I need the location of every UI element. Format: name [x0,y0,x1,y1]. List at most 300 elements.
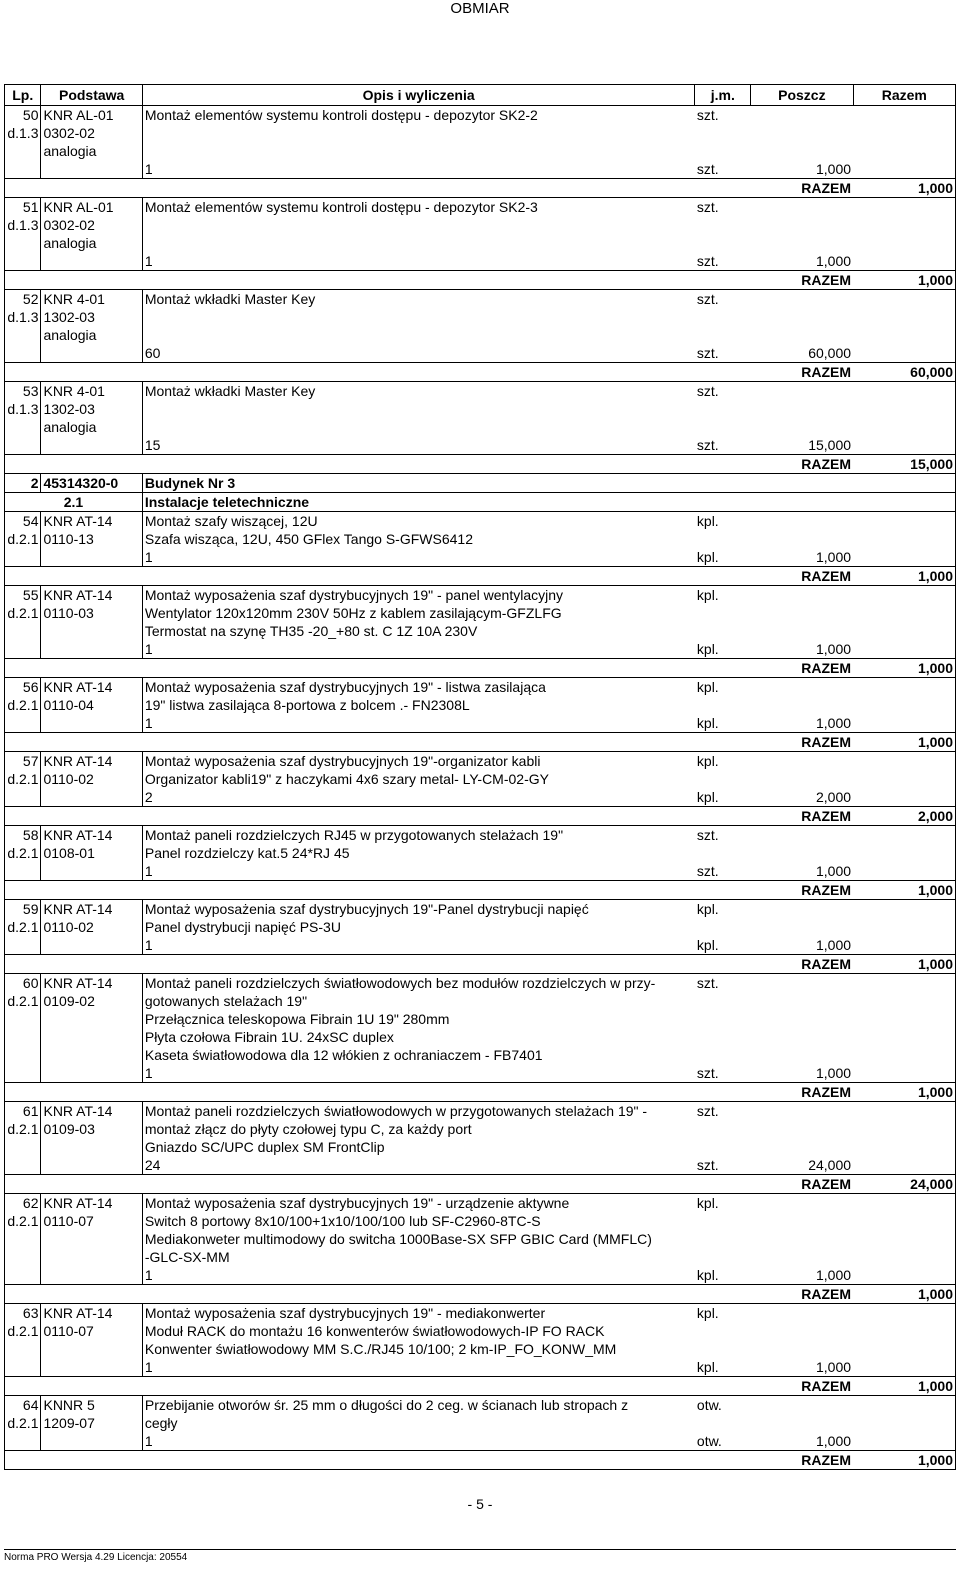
calc-jm: kpl. [696,937,719,953]
item-jm [695,326,751,344]
item-razem-pad [853,586,955,605]
calc-expression: 1 [144,161,153,177]
item-razem-pad [853,1304,955,1323]
item-jm: szt. [695,1102,751,1121]
calc-poszcz: 24,000 [808,1157,852,1173]
calc-jm: kpl. [696,1267,719,1283]
item-opis: Montaż wyposażenia szaf dystrybucyjnych 19" - panel wentylacyjny [142,586,695,605]
table-row [5,752,956,771]
sum-label: RAZEM [751,1285,853,1304]
item-poszcz-pad [751,1010,853,1028]
item-razem-pad [853,1396,955,1415]
item-poszcz-pad [751,512,853,531]
item-podstawa: 0110-02 [41,918,142,936]
header-jm: j.m. [695,85,751,106]
item-podstawa-pad [41,640,142,659]
item-jm [695,604,751,622]
item-razem-pad [853,918,955,936]
item-lp: 57 [5,752,41,771]
sum-value: 1,000 [853,1377,955,1396]
calc-poszcz: 1,000 [816,1433,852,1449]
table-row [5,198,956,217]
item-lp-ref: d.2.1 [5,770,41,788]
sum-blank [5,1285,751,1304]
item-jm: szt. [695,290,751,309]
item-podstawa-pad [41,936,142,955]
item-jm [695,308,751,326]
calc-expression: 1 [144,715,153,731]
table-row [5,678,956,697]
item-lp-pad [5,714,41,733]
sum-label: RAZEM [751,1175,853,1194]
sum-row [5,179,956,198]
item-poszcz-pad [751,826,853,845]
calc-poszcz: 1,000 [816,641,852,657]
item-poszcz-pad [751,1120,853,1138]
sum-row [5,363,956,382]
section-name: Budynek Nr 3 [142,474,955,493]
item-jm: kpl. [695,678,751,697]
calc-row [5,1358,956,1377]
sum-value: 1,000 [853,271,955,290]
item-opis [142,326,695,344]
item-opis: Montaż wyposażenia szaf dystrybucyjnych 19"-Panel dystrybucji napięć [142,900,695,919]
item-lp-ref: d.2.1 [5,604,41,622]
item-lp-ref: d.1.3 [5,124,41,142]
sum-value: 60,000 [853,363,955,382]
item-jm [695,1046,751,1064]
sum-value: 1,000 [853,179,955,198]
sum-blank [5,567,751,586]
item-podstawa: 0110-02 [41,770,142,788]
sum-label: RAZEM [751,1451,853,1470]
calc-expression: 1 [144,1267,153,1283]
item-razem-pad [853,1138,955,1156]
item-razem-pad [853,622,955,640]
item-lp-ref: d.2.1 [5,844,41,862]
table-row [5,400,956,418]
item-podstawa-pad [41,1432,142,1451]
item-jm [695,124,751,142]
item-razem-pad [853,400,955,418]
sum-row [5,1083,956,1102]
calc-jm: szt. [696,863,719,879]
item-jm [695,1138,751,1156]
item-lp-pad [5,252,41,271]
calc-razem-pad [853,548,955,567]
header-podstawa: Podstawa [41,85,142,106]
item-lp-ref: d.2.1 [5,1414,41,1432]
calc-poszcz: 1,000 [816,253,852,269]
calc-expression: 1 [144,1359,153,1375]
calc-expression: 2 [144,789,153,805]
table-row [5,512,956,531]
item-poszcz-pad [751,1396,853,1415]
item-razem-pad [853,418,955,436]
table-row [5,826,956,845]
sum-label: RAZEM [751,567,853,586]
calc-expression: 1 [144,549,153,565]
calc-poszcz: 1,000 [816,1065,852,1081]
item-lp-pad [5,1156,41,1175]
calc-row [5,788,956,807]
item-razem-pad [853,604,955,622]
item-lp-pad [5,1010,41,1028]
table-row [5,1102,956,1121]
item-lp-pad [5,936,41,955]
item-poszcz-pad [751,678,853,697]
item-podstawa: 0302-02 [41,124,142,142]
item-jm: kpl. [695,1304,751,1323]
sum-blank [5,363,751,382]
calc-poszcz: 1,000 [816,161,852,177]
item-poszcz-pad [751,900,853,919]
calc-razem-pad [853,1266,955,1285]
item-poszcz-pad [751,1138,853,1156]
item-opis: Switch 8 portowy 8x10/100+1x10/100/100 lub SF-C2960-8TC-S [144,1213,541,1229]
table-row [5,216,956,234]
item-jm [695,992,751,1010]
calc-row [5,1156,956,1175]
item-lp: 54 [5,512,41,531]
item-podstawa: analogia [41,418,142,436]
header-lp: Lp. [5,85,41,106]
sum-value: 1,000 [853,1083,955,1102]
subsection-name: Instalacje teletechniczne [142,493,955,512]
table-row [5,1046,956,1064]
item-podstawa-pad [41,862,142,881]
item-jm: szt. [695,198,751,217]
item-opis [142,418,695,436]
item-razem-pad [853,198,955,217]
calc-expression: 1 [144,253,153,269]
item-opis: Wentylator 120x120mm 230V 50Hz z kablem zasilającym-GFZLFG [144,605,562,621]
item-poszcz-pad [751,326,853,344]
section-number: 2 [5,474,41,493]
item-opis: Montaż szafy wiszącej, 12U [142,512,695,531]
item-lp: 59 [5,900,41,919]
sum-value: 1,000 [853,1285,955,1304]
calc-row [5,1266,956,1285]
calc-poszcz: 60,000 [808,345,852,361]
sum-value: 1,000 [853,881,955,900]
item-opis: Montaż paneli rozdzielczych RJ45 w przygotowanych stelażach 19" [142,826,695,845]
calc-razem-pad [853,436,955,455]
sum-row [5,955,956,974]
item-jm [695,1340,751,1358]
calc-razem-pad [853,714,955,733]
item-razem-pad [853,844,955,862]
table-body-group-1 [5,106,956,474]
sum-row [5,659,956,678]
sum-blank [5,1451,751,1470]
item-poszcz-pad [751,1212,853,1230]
item-jm: szt. [695,106,751,125]
item-podstawa [41,1340,142,1358]
item-opis: Moduł RACK do montażu 16 konwenterów światłowodowych-IP FO RACK [144,1323,605,1339]
sum-blank [5,807,751,826]
table-row [5,900,956,919]
item-podstawa-pad [41,160,142,179]
calc-jm: otw. [696,1433,722,1449]
item-razem-pad [853,1340,955,1358]
item-poszcz-pad [751,400,853,418]
table-row [5,106,956,125]
header-poszcz: Poszcz [751,85,853,106]
table-row [5,308,956,326]
item-opis: gotowanych stelażach 19" [144,993,308,1009]
calc-razem-pad [853,640,955,659]
item-opis: Płyta czołowa Fibrain 1U. 24xSC duplex [144,1029,394,1045]
item-opis: montaż złącz do płyty czołowej typu C, za każdy port [144,1121,472,1137]
item-razem-pad [853,1322,955,1340]
calc-poszcz: 1,000 [816,715,852,731]
item-razem-pad [853,308,955,326]
item-jm: szt. [695,826,751,845]
item-razem-pad [853,124,955,142]
sum-value: 1,000 [853,733,955,752]
calc-jm: szt. [696,253,719,269]
item-lp-pad [5,1358,41,1377]
item-jm [695,622,751,640]
item-jm [695,1230,751,1248]
item-podstawa-pad [41,436,142,455]
sum-value: 15,000 [853,455,955,474]
item-poszcz-pad [751,1046,853,1064]
item-poszcz-pad [751,1028,853,1046]
item-jm [695,1028,751,1046]
item-jm [695,1010,751,1028]
item-lp: 61 [5,1102,41,1121]
sum-label: RAZEM [751,363,853,382]
item-razem-pad [853,234,955,252]
calc-row [5,252,956,271]
item-poszcz-pad [751,752,853,771]
calc-jm: kpl. [696,1359,719,1375]
section-rows [5,474,956,512]
item-lp-ref: d.2.1 [5,696,41,714]
calc-jm: kpl. [696,789,719,805]
item-jm [695,770,751,788]
table-row [5,974,956,993]
item-lp-ref: d.1.3 [5,308,41,326]
item-podstawa: KNR AL-01 [41,198,142,217]
calc-expression: 60 [144,345,161,361]
sum-label: RAZEM [751,955,853,974]
item-lp-pad [5,1266,41,1285]
calc-jm: szt. [696,161,719,177]
item-podstawa: KNR AT-14 [41,974,142,993]
sum-blank [5,455,751,474]
item-opis: Przełącznica teleskopowa Fibrain 1U 19" 280mm [144,1011,450,1027]
item-lp: 51 [5,198,41,217]
item-podstawa-pad [41,788,142,807]
item-razem-pad [853,326,955,344]
item-jm [695,1322,751,1340]
item-jm: kpl. [695,586,751,605]
table-row [5,530,956,548]
calc-row [5,160,956,179]
table-row [5,586,956,605]
item-opis: Mediakonweter multimodowy do switcha 1000Base-SX SFP GBIC Card (MMFLC) [144,1231,652,1247]
calc-expression: 1 [144,1065,153,1081]
item-podstawa: 0109-02 [41,992,142,1010]
item-podstawa: 0108-01 [41,844,142,862]
item-opis: Szafa wisząca, 12U, 450 GFlex Tango S-GFWS6412 [144,531,473,547]
item-jm [695,216,751,234]
item-opis: 19" listwa zasilająca 8-portowa z bolcem .- FN2308L [144,697,470,713]
page-title: OBMIAR [450,0,510,17]
item-podstawa: KNR AT-14 [41,1304,142,1323]
table-row [5,234,956,252]
item-razem-pad [853,1102,955,1121]
item-lp-ref: d.2.1 [5,918,41,936]
item-lp-ref: d.1.3 [5,216,41,234]
table-row [5,1194,956,1213]
calc-row [5,936,956,955]
calc-razem-pad [853,252,955,271]
item-lp-ref: d.2.1 [5,1212,41,1230]
item-opis: Montaż wkładki Master Key [142,290,695,309]
item-podstawa-pad [41,1064,142,1083]
item-razem-pad [853,1194,955,1213]
item-poszcz-pad [751,142,853,160]
table-row [5,844,956,862]
item-lp: 53 [5,382,41,401]
item-poszcz-pad [751,234,853,252]
item-opis: Organizator kabli19" z haczykami 4x6 szary metal- LY-CM-02-GY [144,771,549,787]
item-poszcz-pad [751,530,853,548]
item-podstawa-pad [41,1156,142,1175]
sum-blank [5,1175,751,1194]
sum-row [5,1451,956,1470]
item-poszcz-pad [751,1230,853,1248]
item-razem-pad [853,1010,955,1028]
sum-blank [5,179,751,198]
item-poszcz-pad [751,604,853,622]
item-razem-pad [853,1414,955,1432]
item-razem-pad [853,512,955,531]
item-lp-pad [5,640,41,659]
sum-label: RAZEM [751,271,853,290]
section-code: 45314320-0 [41,474,142,493]
item-razem-pad [853,974,955,993]
item-lp: 64 [5,1396,41,1415]
item-jm [695,142,751,160]
item-lp-pad [5,1248,41,1266]
item-podstawa: analogia [41,234,142,252]
item-podstawa [41,1230,142,1248]
item-podstawa: 1302-03 [41,308,142,326]
sum-blank [5,733,751,752]
item-razem-pad [853,1248,955,1266]
item-jm: kpl. [695,752,751,771]
calc-jm: szt. [696,1065,719,1081]
table-row [5,418,956,436]
item-podstawa [41,1138,142,1156]
item-podstawa: KNR 4-01 [41,290,142,309]
item-lp-pad [5,326,41,344]
calc-razem-pad [853,862,955,881]
table-row [5,696,956,714]
item-jm [695,530,751,548]
item-jm [695,400,751,418]
sum-label: RAZEM [751,807,853,826]
item-poszcz-pad [751,974,853,993]
calc-expression: 15 [144,437,161,453]
item-jm: kpl. [695,900,751,919]
item-opis: cegły [144,1415,178,1431]
item-podstawa: 0110-13 [41,530,142,548]
item-podstawa [41,1028,142,1046]
calc-jm: szt. [696,1157,719,1173]
item-opis: Kaseta światłowodowa dla 12 włókien z ochraniaczem - FB7401 [144,1047,543,1063]
item-podstawa: KNR AT-14 [41,900,142,919]
table-row [5,290,956,309]
sum-row [5,807,956,826]
sum-row [5,455,956,474]
table-row [5,1230,956,1248]
item-opis: Montaż paneli rozdzielczych światłowodowych w przygotowanych stelażach 19" - [142,1102,695,1121]
sum-row [5,1175,956,1194]
calc-row [5,1432,956,1451]
item-podstawa: 1209-07 [41,1414,142,1432]
calc-expression: 24 [144,1157,161,1173]
item-lp-ref: d.1.3 [5,400,41,418]
item-razem-pad [853,770,955,788]
item-opis [142,124,695,142]
item-opis: Montaż elementów systemu kontroli dostępu - depozytor SK2-3 [142,198,695,217]
item-opis: Montaż wyposażenia szaf dystrybucyjnych 19" - mediakonwerter [142,1304,695,1323]
sum-blank [5,659,751,678]
item-poszcz-pad [751,1102,853,1121]
sum-blank [5,881,751,900]
calc-poszcz: 1,000 [816,937,852,953]
item-poszcz-pad [751,308,853,326]
item-podstawa [41,622,142,640]
item-poszcz-pad [751,1304,853,1323]
calc-expression: 1 [144,937,153,953]
item-podstawa-pad [41,344,142,363]
calc-poszcz: 2,000 [816,789,852,805]
table-header [5,85,956,106]
item-opis: Gniazdo SC/UPC duplex SM FrontClip [144,1139,385,1155]
item-lp: 50 [5,106,41,125]
item-podstawa: KNNR 5 [41,1396,142,1415]
item-podstawa: 0302-02 [41,216,142,234]
table-row [5,1028,956,1046]
item-podstawa: 1302-03 [41,400,142,418]
sum-label: RAZEM [751,881,853,900]
item-opis: Montaż elementów systemu kontroli dostępu - depozytor SK2-2 [142,106,695,125]
item-lp-pad [5,436,41,455]
item-razem-pad [853,992,955,1010]
item-poszcz-pad [751,290,853,309]
sum-row [5,1377,956,1396]
item-poszcz-pad [751,844,853,862]
item-lp-pad [5,1230,41,1248]
calc-expression: 1 [144,863,153,879]
item-lp-pad [5,622,41,640]
item-razem-pad [853,678,955,697]
item-poszcz-pad [751,622,853,640]
table-row [5,326,956,344]
section-row [5,474,956,493]
item-razem-pad [853,826,955,845]
item-poszcz-pad [751,216,853,234]
item-poszcz-pad [751,918,853,936]
table-row [5,918,956,936]
